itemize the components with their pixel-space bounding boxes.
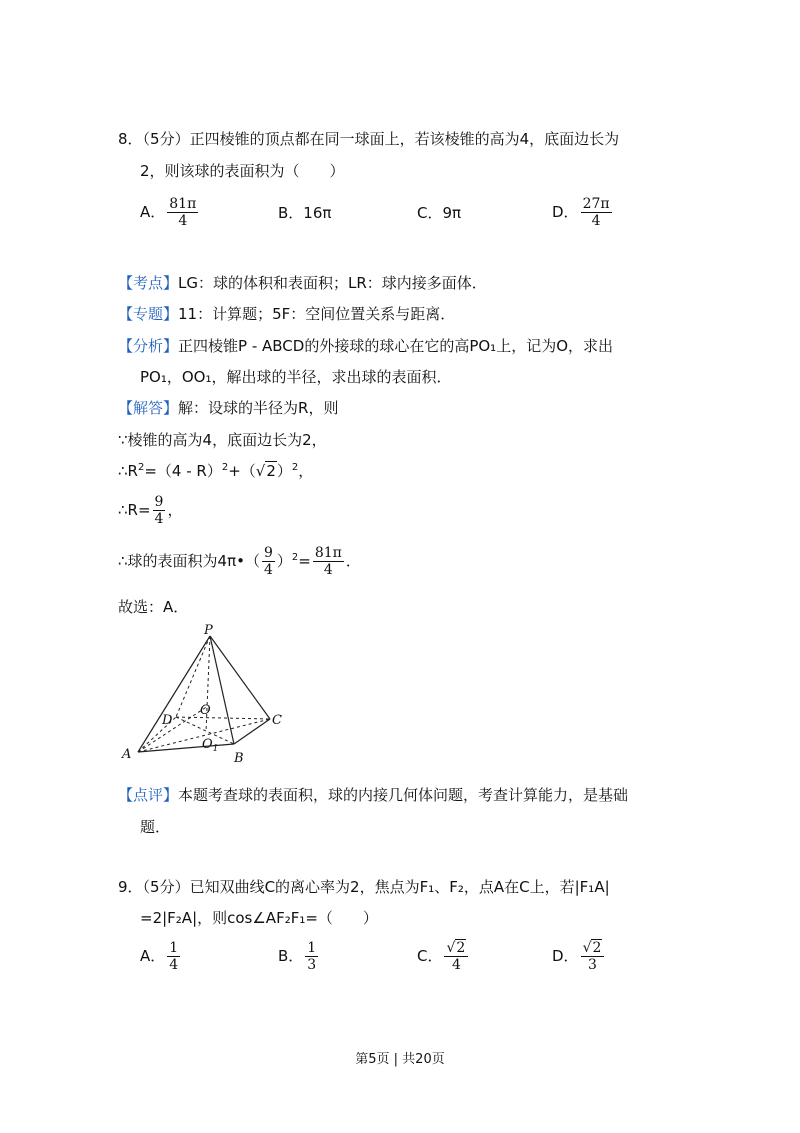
q8-stem-line2: 2，则该球的表面积为（ ） bbox=[140, 162, 345, 180]
q9-option-d-num: √2 bbox=[581, 940, 605, 957]
q9-option-c-num: √2 bbox=[444, 940, 468, 957]
label-o1 bbox=[202, 737, 218, 754]
step4-num-1: 9 bbox=[263, 545, 273, 561]
q9-option-c-den: 4 bbox=[451, 957, 461, 973]
dianping-text-1: 本题考查球的表面积，球的内接几何体问题，考查计算能力，是基础 bbox=[178, 786, 629, 804]
q9-option-b-num: 1 bbox=[307, 940, 317, 956]
jieda-tag: 【解答】 bbox=[118, 399, 179, 417]
step2-sup-2: 2 bbox=[221, 462, 229, 473]
q9-option-c bbox=[417, 940, 470, 973]
answer-choice-line: 故选：A． bbox=[118, 598, 189, 616]
q8-option-a-den: 4 bbox=[178, 213, 188, 229]
q8-stem-line1: 8．（5分）正四棱锥的顶点都在同一球面上，若该棱锥的高为4，底面边长为 bbox=[118, 130, 620, 148]
q9-option-b-label: B． bbox=[278, 947, 304, 965]
solution-step-2 bbox=[118, 460, 313, 481]
jieda-text: 解：设球的半径为R，则 bbox=[178, 399, 339, 417]
q9-option-d-label: D． bbox=[552, 947, 579, 965]
label-a: A bbox=[122, 747, 132, 762]
sqrt-two: √2 bbox=[255, 462, 276, 480]
q9-option-b-den: 3 bbox=[307, 957, 317, 973]
fenxi-line2: PO₁，OO₁，解出球的半径，求出球的表面积． bbox=[140, 368, 452, 386]
pyramid-figure bbox=[118, 622, 298, 767]
q9-option-a-label: A． bbox=[140, 947, 166, 965]
page-footer: 第5页 | 共20页 bbox=[355, 1052, 445, 1067]
dianping-line2: 题． bbox=[140, 818, 171, 836]
kaodian-tag: 【考点】 bbox=[118, 274, 179, 292]
step4-den-1: 4 bbox=[263, 562, 273, 578]
label-o1-sub: 1 bbox=[212, 744, 219, 754]
step2-part-a: ∴R bbox=[118, 462, 138, 480]
step4-fraction-2 bbox=[313, 545, 344, 578]
step2-sup-3: 2 bbox=[291, 462, 299, 473]
zhuanti-tag: 【专题】 bbox=[118, 305, 179, 323]
q9-option-c-radicand: 2 bbox=[456, 940, 466, 956]
q9-stem-line2: =2|F₂A|，则cos∠AF₂F₁=（ ） bbox=[140, 909, 378, 927]
q9-option-b bbox=[278, 940, 320, 973]
solution-step-1: ∵棱锥的高为4，底面边长为2， bbox=[118, 431, 327, 449]
label-b: B bbox=[234, 751, 244, 766]
q9-option-d-den: 3 bbox=[588, 957, 597, 973]
step4-fraction-1 bbox=[262, 545, 275, 578]
step3-num: 9 bbox=[154, 494, 164, 510]
q9-option-a-den: 4 bbox=[169, 957, 179, 973]
sqrt-two-radicand: 2 bbox=[266, 462, 276, 480]
q9-option-b-fraction bbox=[305, 940, 318, 973]
label-c: C bbox=[272, 713, 282, 728]
step4-part-a: ∴球的表面积为4π•（ bbox=[118, 552, 260, 570]
step3-part-a: ∴R= bbox=[118, 501, 151, 519]
kaodian-line bbox=[118, 272, 487, 293]
q8-option-a bbox=[140, 196, 200, 229]
solution-step-4 bbox=[118, 545, 361, 578]
q9-stem-line1: 9．（5分）已知双曲线C的离心率为2，焦点为F₁、F₂，点A在C上，若|F₁A| bbox=[118, 878, 610, 896]
segment-ao bbox=[138, 706, 208, 752]
solution-step-3 bbox=[118, 494, 182, 527]
step4-part-c: = bbox=[298, 552, 311, 570]
q8-option-b: B．16π bbox=[278, 204, 332, 222]
edge-bc bbox=[234, 719, 270, 744]
q9-option-a-fraction bbox=[167, 940, 180, 973]
q8-option-a-fraction bbox=[167, 196, 198, 229]
kaodian-text: LG：球的体积和表面积；LR：球内接多面体． bbox=[178, 274, 487, 292]
q9-option-a-num: 1 bbox=[169, 940, 179, 956]
q9-option-c-fraction bbox=[444, 940, 468, 973]
fenxi-tag: 【分析】 bbox=[118, 337, 179, 355]
step4-sup: 2 bbox=[291, 552, 299, 563]
q8-option-d-num: 27π bbox=[582, 196, 610, 212]
step4-num-2: 81π bbox=[314, 545, 342, 561]
q8-option-a-num: 81π bbox=[169, 196, 197, 212]
label-p: P bbox=[204, 623, 213, 638]
step2-part-b: =（4 - R） bbox=[144, 462, 222, 480]
step2-part-c: +（ bbox=[228, 462, 256, 480]
q9-option-d-radicand: 2 bbox=[592, 940, 602, 956]
step2-part-e: ， bbox=[298, 462, 314, 480]
q9-option-a bbox=[140, 940, 182, 973]
q8-option-d-fraction bbox=[581, 196, 612, 229]
step2-sup-1: 2 bbox=[137, 462, 145, 473]
zhuanti-text: 11：计算题；5F：空间位置关系与距离． bbox=[178, 305, 456, 323]
q8-option-d-den: 4 bbox=[591, 213, 601, 229]
q9-option-d bbox=[552, 940, 606, 973]
step3-fraction bbox=[153, 494, 166, 527]
label-o: O bbox=[200, 703, 211, 718]
step4-part-b: ） bbox=[276, 552, 292, 570]
q8-option-d bbox=[552, 196, 614, 229]
q8-option-a-label: A． bbox=[140, 203, 166, 221]
edge-pa bbox=[138, 636, 210, 752]
fenxi-line1 bbox=[118, 335, 613, 356]
label-o1-main: O bbox=[202, 737, 213, 752]
step2-part-d: ） bbox=[276, 462, 292, 480]
step4-part-d: ． bbox=[345, 552, 361, 570]
step3-part-b: ， bbox=[167, 501, 183, 519]
fenxi-text-1: 正四棱锥P - ABCD的外接球的球心在它的高PO₁上，记为O，求出 bbox=[178, 337, 613, 355]
q9-option-c-label: C． bbox=[417, 947, 443, 965]
zhuanti-line bbox=[118, 303, 455, 324]
jieda-line bbox=[118, 397, 338, 418]
label-d: D bbox=[162, 713, 173, 728]
dianping-line1 bbox=[118, 784, 628, 805]
q8-option-c: C．9π bbox=[417, 204, 462, 222]
q9-option-d-fraction bbox=[581, 940, 605, 973]
q8-option-d-label: D． bbox=[552, 203, 579, 221]
step3-den: 4 bbox=[154, 511, 164, 527]
step4-den-2: 4 bbox=[323, 562, 333, 578]
dianping-tag: 【点评】 bbox=[118, 786, 179, 804]
